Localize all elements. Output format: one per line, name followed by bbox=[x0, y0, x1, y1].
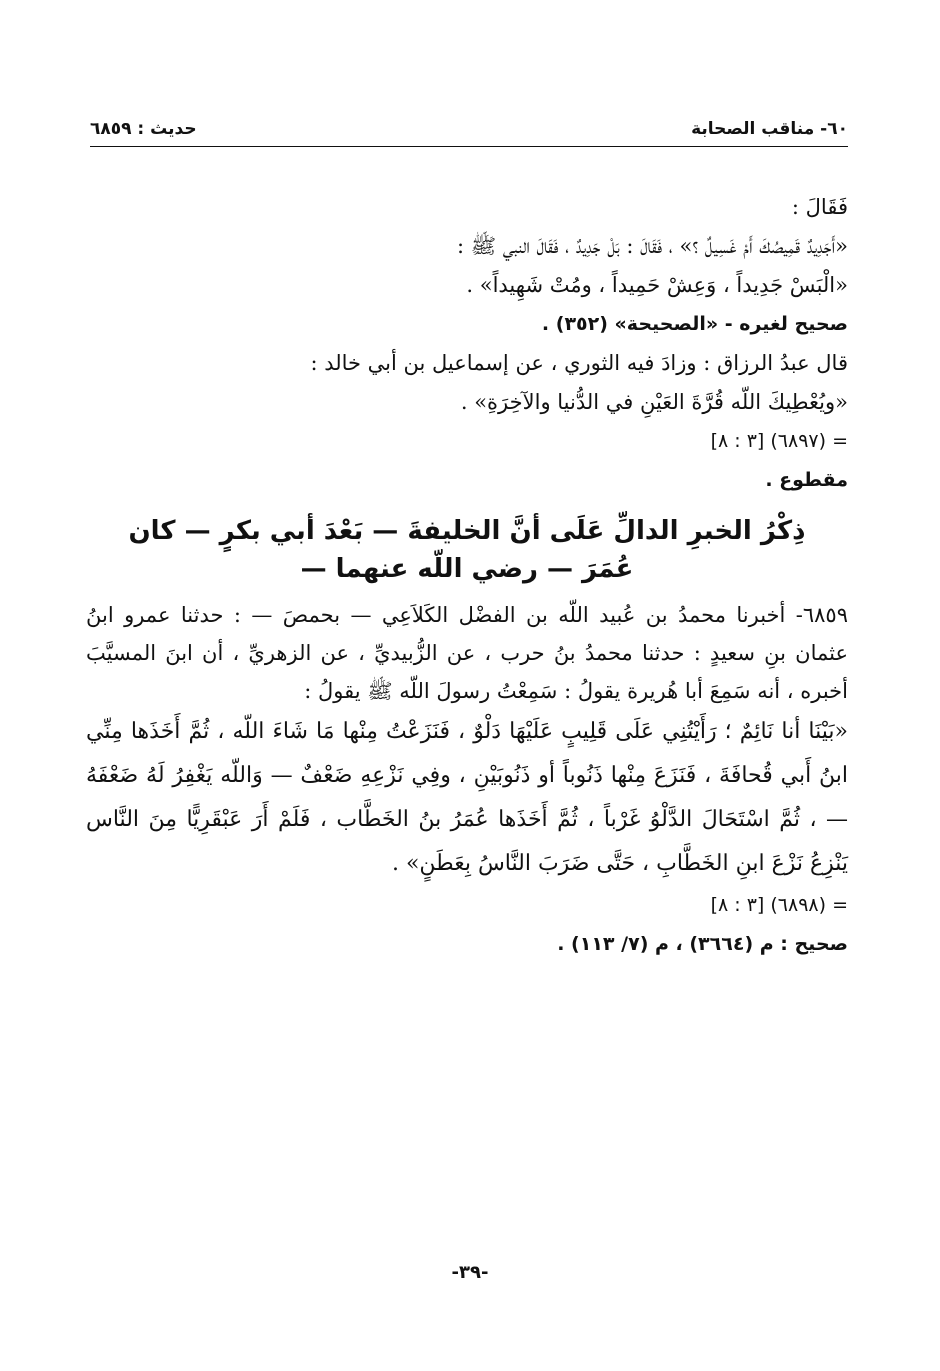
grading-maqtu: مقطوع . bbox=[765, 469, 848, 491]
chapter-title: ٦٠- مناقب الصحابة bbox=[691, 119, 848, 139]
text-line-1: فَقَالَ : bbox=[791, 195, 848, 219]
grading-line: صحيح لغيره - «الصحيحة» (٣٥٢) . bbox=[541, 313, 848, 335]
section-title-line-2: عُمَرَ — رضي اللّه عنهما — bbox=[300, 554, 634, 584]
page-body bbox=[86, 188, 848, 964]
text-line-6: «ويُعْطِيكَ اللّه قُرَّةَ العَيْنِ في الدُّنيا والآخِرَةِ» . bbox=[460, 390, 848, 414]
text-line-3: «الْبَسْ جَدِيداً ، وَعِشْ حَمِيداً ، ومُتْ شَهِيداً» . bbox=[466, 273, 848, 297]
isnad-paragraph: ٦٨٥٩- أخبرنا محمدُ بن عُبيد اللّه بن الفضْل الكَلاَعِي — بحمصَ — : حدثنا عمرو ابنُ عثمان بنِ سعيدٍ : حدثنا محمدُ بنُ حرب ، عن الزُّبيديِّ ، عن الزهريِّ ، أن ابنَ المسيَّبَ أخبره ، أنه سَمِعَ أبا هُريرة يقولُ : سَمِعْتُ رسولَ اللّه ﷺ يقولُ : bbox=[86, 603, 848, 703]
section-heading bbox=[86, 500, 848, 596]
running-header bbox=[90, 112, 848, 147]
text-line-2: «أَجَدِيدٌ قَمِيصُكَ أَمْ غَسِيلٌ ؟» ، فَقَالَ : بَلْ جَدِيدٌ ، فَقَالَ النبي ﷺ : bbox=[456, 234, 848, 258]
section-title-line-1: ذِكْرُ الخبرِ الدالِّ عَلَى أنَّ الخليفةَ — بَعْدَ أبي بكرٍ — كان bbox=[128, 516, 806, 546]
hadith-reference: حديث : ٦٨٥٩ bbox=[90, 119, 197, 139]
cross-reference-2: = (٦٨٩٨) [٣ : ٨] bbox=[710, 894, 848, 916]
text-line-5: قال عبدُ الرزاق : وزادَ فيه الثوري ، عن إسماعيل بن أبي خالد : bbox=[310, 351, 848, 375]
grading-line-2: صحيح : م (٣٦٦٤) ، م (٧/ ١١٣) . bbox=[557, 933, 848, 955]
cross-reference-1: = (٦٨٩٧) [٣ : ٨] bbox=[710, 430, 848, 452]
page-number: -٣٩- bbox=[451, 1262, 489, 1283]
matn-paragraph: «بَيْنَا أنا نَائِمٌ ؛ رَأَيْتُنِي عَلَى قَلِيبٍ عَلَيْهَا دَلْوٌ ، فَنَزَعْتُ مِنْها مَا شَاءَ اللّه ، ثُمَّ أَخَذَها مِنِّي ابنُ أَبي قُحافَةَ ، فَنَزَعَ مِنْها ذَنُوباً أو ذَنُوبَيْنِ ، وفِي نَزْعِهِ ضَعْفٌ — وَاللّه يَغْفِرُ لَهُ ضَعْفَهُ — ، ثُمَّ اسْتَحَالَ الدَّلْوُ غَرْباً ، ثُمَّ أَخَذَها عُمَرُ بنُ الخَطَّاب ، فَلَمْ أَرَ عَبْقَرِيًّا مِنَ النَّاس يَنْزِعُ نَزْعَ ابنِ الخَطَّابِ ، حَتَّى ضَرَبَ النَّاسُ بِعَطَنٍ» . bbox=[86, 719, 848, 876]
